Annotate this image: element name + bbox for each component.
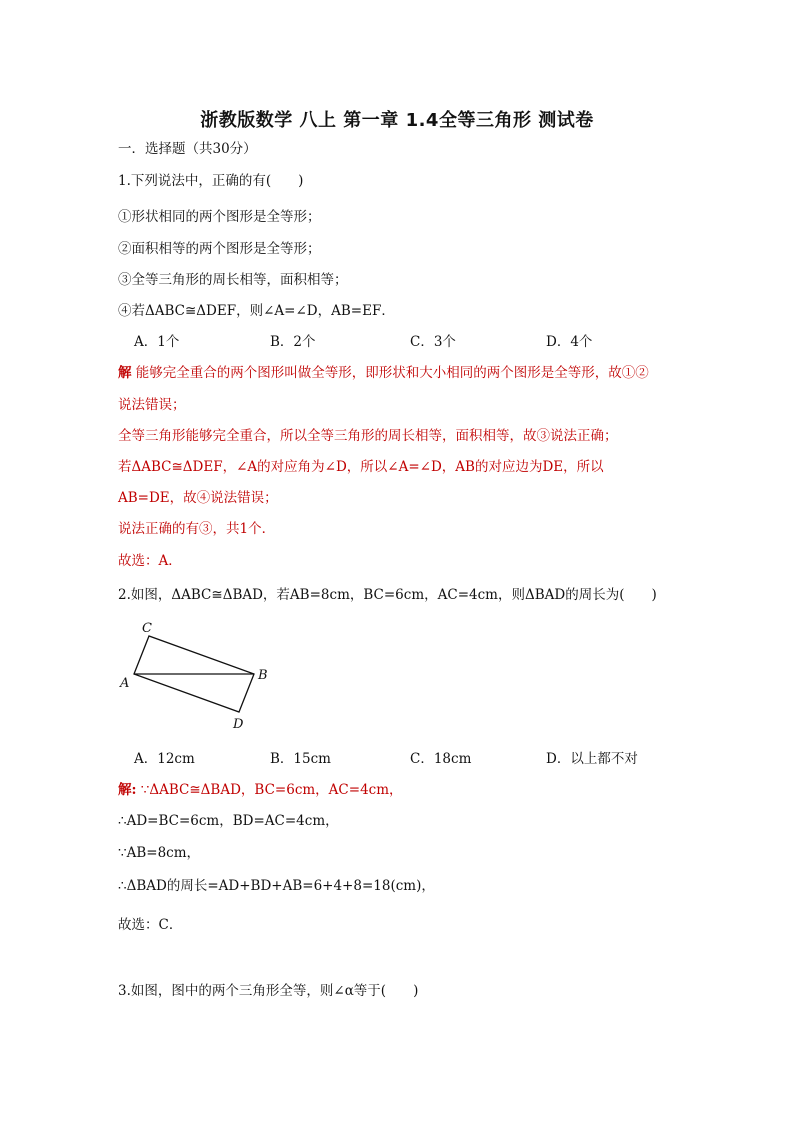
- q1-option-b: B．2个: [270, 334, 316, 350]
- q2-stem: 2.如图，ΔABC≅ΔBAD，若AB=8cm，BC=6cm，AC=4cm，则ΔBAD的周长为( ): [118, 587, 657, 603]
- q1-solution-line-3: 全等三角形能够完全重合，所以全等三角形的周长相等，面积相等，故③说法正确；: [118, 428, 618, 444]
- q1-solution-line-6: 说法正确的有③，共1个．: [118, 521, 276, 537]
- q1-solution-line-1: 解 能够完全重合的两个图形叫做全等形，即形状和大小相同的两个图形是全等形，故①②: [118, 365, 649, 381]
- q2-quadrilateral-figure: [112, 612, 292, 742]
- q1-option-c: C．3个: [410, 334, 456, 350]
- q2-solution-line-3: ∵AB=8cm，: [118, 845, 201, 861]
- q3-stem: 3.如图，图中的两个三角形全等，则∠α等于( ): [118, 983, 419, 999]
- vertex-label-d: D: [233, 717, 244, 732]
- q1-item-4: ④若ΔABC≅ΔDEF，则∠A=∠D，AB=EF．: [118, 303, 395, 319]
- q1-option-a: A．1个: [134, 334, 180, 350]
- q2-solution-line-4: ∴ΔBAD的周长=AD+BD+AB=6+4+8=18(cm)，: [118, 878, 435, 894]
- q1-solution-label: 解: [118, 365, 132, 381]
- q1-stem: 1.下列说法中，正确的有( ): [118, 173, 304, 189]
- q1-solution-line-7: 故选：A．: [118, 553, 182, 569]
- q1-solution-line-4: 若ΔABC≅ΔDEF，∠A的对应角为∠D，所以∠A=∠D，AB的对应边为DE，所以: [118, 459, 604, 475]
- vertex-label-b: B: [258, 668, 268, 683]
- q1-item-2: ②面积相等的两个图形是全等形；: [118, 241, 321, 257]
- vertex-label-a: A: [120, 676, 130, 691]
- vertex-label-c: C: [142, 621, 152, 636]
- page-title: 浙教版数学 八上 第一章 1.4全等三角形 测试卷: [200, 110, 594, 131]
- q2-solution-line-1: 解: ∵ΔABC≅ΔBAD，BC=6cm，AC=4cm，: [118, 782, 403, 798]
- q2-solution-line-2: ∴AD=BC=6cm，BD=AC=4cm，: [118, 813, 339, 829]
- q1-option-d: D．4个: [546, 334, 593, 350]
- q2-option-a: A．12cm: [134, 751, 195, 767]
- q2-solution-label: 解:: [118, 782, 137, 798]
- q1-solution-line-2: 说法错误；: [118, 397, 186, 413]
- q1-item-1: ①形状相同的两个图形是全等形；: [118, 209, 321, 225]
- q2-option-b: B．15cm: [270, 751, 331, 767]
- section-heading: 一．选择题（共30分）: [118, 141, 257, 157]
- q2-solution-line-5: 故选：C．: [118, 917, 183, 933]
- q2-option-d: D．以上都不对: [546, 751, 638, 767]
- q2-option-c: C．18cm: [410, 751, 472, 767]
- q1-solution-line-5: AB=DE，故④说法错误；: [118, 490, 278, 506]
- q1-item-3: ③全等三角形的周长相等，面积相等；: [118, 272, 348, 288]
